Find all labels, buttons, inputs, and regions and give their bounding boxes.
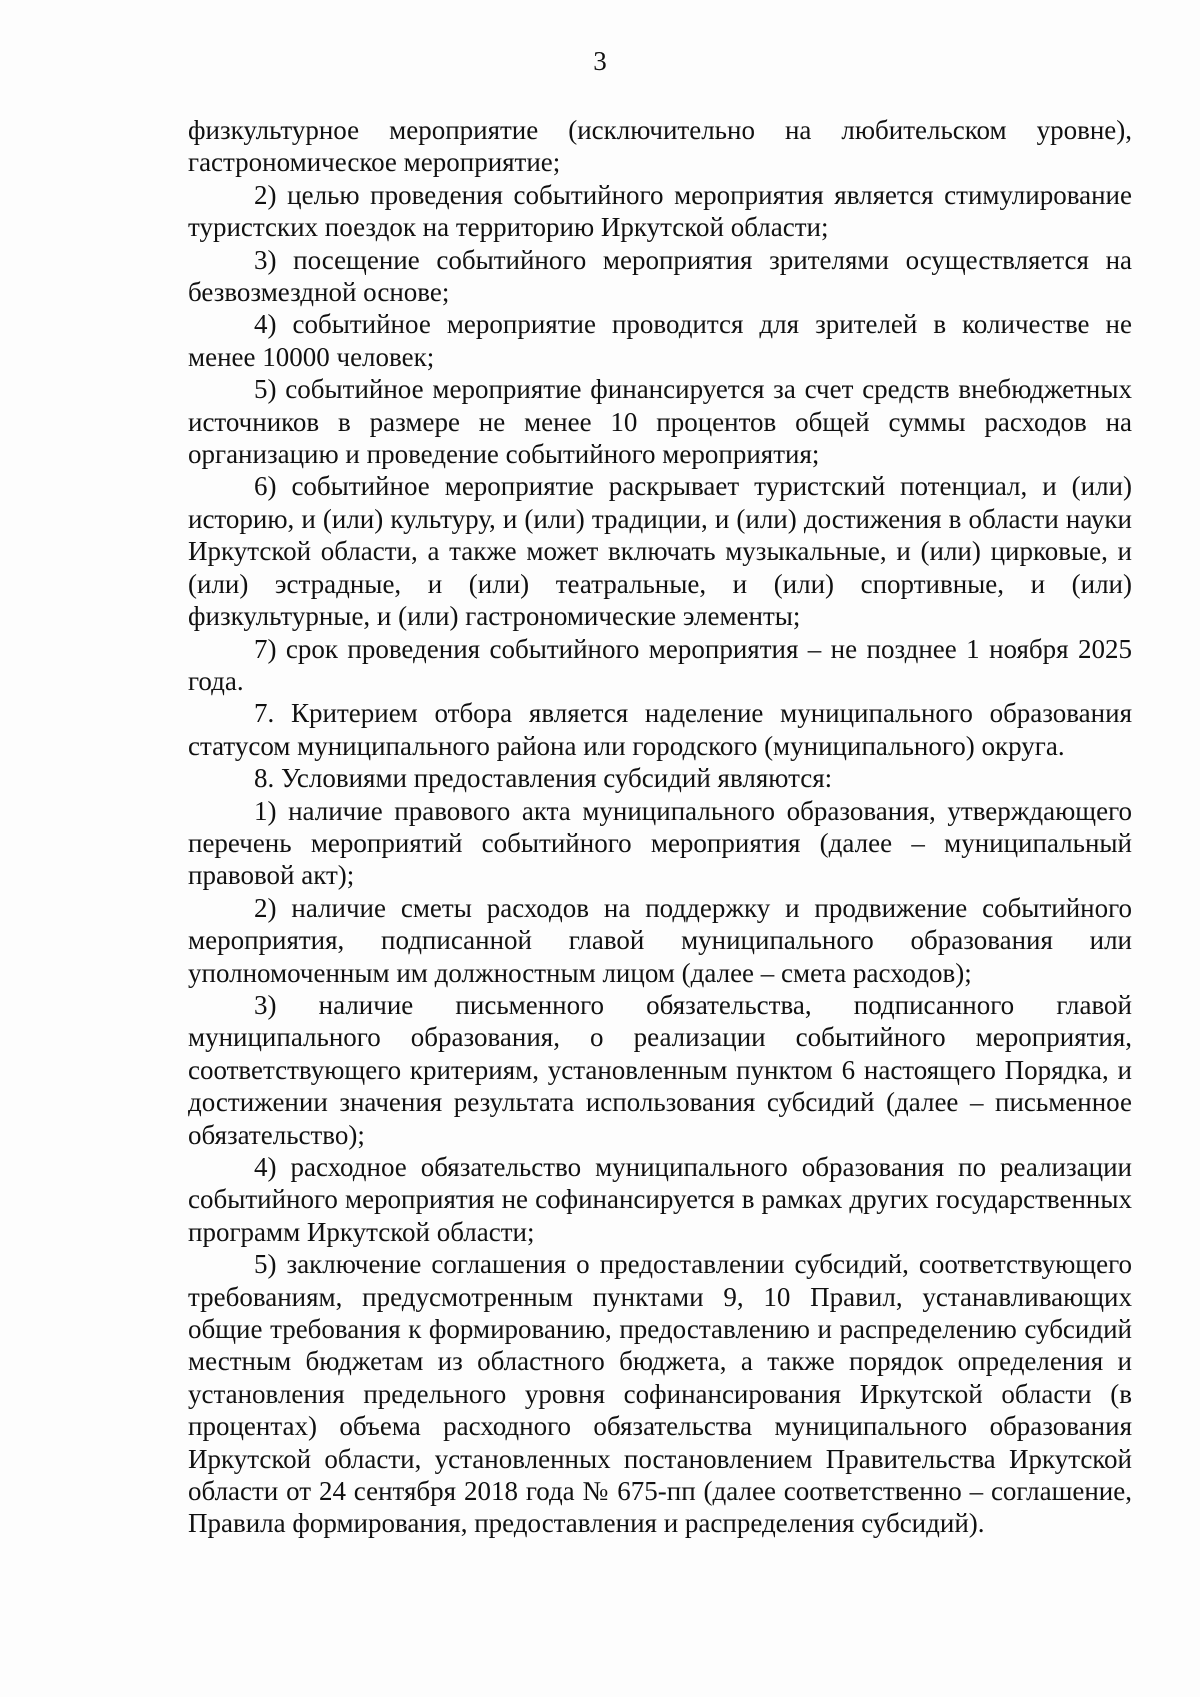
paragraph-item-5: 5) событийное мероприятие финансируется за счет средств внебюджетных источников в размере не менее 10 процентов общей суммы расходов на организацию и проведение событийного мероприятия; [188,374,1132,470]
paragraph-clause-8: 8. Условиями предоставления субсидий являются: [254,763,833,794]
paragraph-condition-2: 2) наличие сметы расходов на поддержку и продвижение событийного мероприятия, подписанной главой муниципального образования или уполномоченным им должностным лицом (далее – смета расходов); [188,892,1132,988]
paragraph-condition-1: 1) наличие правового акта муниципального образования, утверждающего перечень мероприятий событийного мероприятия (далее – муниципальный правовой акт); [188,795,1132,891]
paragraph-item-6: 6) событийное мероприятие раскрывает туристский потенциал, и (или) историю, и (или) культуру, и (или) традиции, и (или) достижения в области науки Иркутской области, а также может включать музыкальные, и (или) цирковые, и (или) эстрадные, и (или) театральные, и (или) спортивные, и (или) физкультурные, и (или) гастрономические элементы; [188,471,1132,632]
page-number: 3 [593,46,607,76]
paragraph-item-2: 2) целью проведения событийного мероприятия является стимулирование туристских поездок на территорию Иркутской области; [188,179,1132,243]
paragraph-clause-7: 7. Критерием отбора является наделение муниципального образования статусом муниципального района или городского (муниципального) округа. [188,698,1132,761]
paragraph-condition-4: 4) расходное обязательство муниципального образования по реализации событийного мероприятия не софинансируется в рамках других государственных программ Иркутской области; [188,1152,1132,1247]
paragraph-item-3: 3) посещение событийного мероприятия зрителями осуществляется на безвозмездной основе; [188,244,1132,308]
paragraph-condition-3: 3) наличие письменного обязательства, подписанного главой муниципального образования, о реализации событийного мероприятия, соответствующего критериям, установленным пунктом 6 настоящего Порядка, и достижении значения результата использования субсидий (далее – письменное обязательство); [188,989,1132,1150]
document-body [188,114,1132,1540]
paragraph-item-4: 4) событийное мероприятие проводится для зрителей в количестве не менее 10000 человек; [188,309,1132,372]
paragraph-item-7: 7) срок проведения событийного мероприятия – не позднее 1 ноября 2025 года. [188,633,1132,696]
paragraph-continuation: физкультурное мероприятие (исключительно на любительском уровне), гастрономическое мероприятие; [188,115,1132,178]
paragraph-condition-5: 5) заключение соглашения о предоставлении субсидий, соответствующего требованиям, предусмотренным пунктами 9, 10 Правил, устанавливающих общие требования к формированию, предоставлению и распределению субсидий местным бюджетам из областного бюджета, а также порядок определения и установления предельного уровня софинансирования Иркутской области (в процентах) объема расходного обязательства муниципального образования Иркутской области, установленных постановлением Правительства Иркутской области от 24 сентября 2018 года № 675-пп (далее соответственно – соглашение, Правила формирования, предоставления и распределения субсидий). [188,1249,1132,1539]
